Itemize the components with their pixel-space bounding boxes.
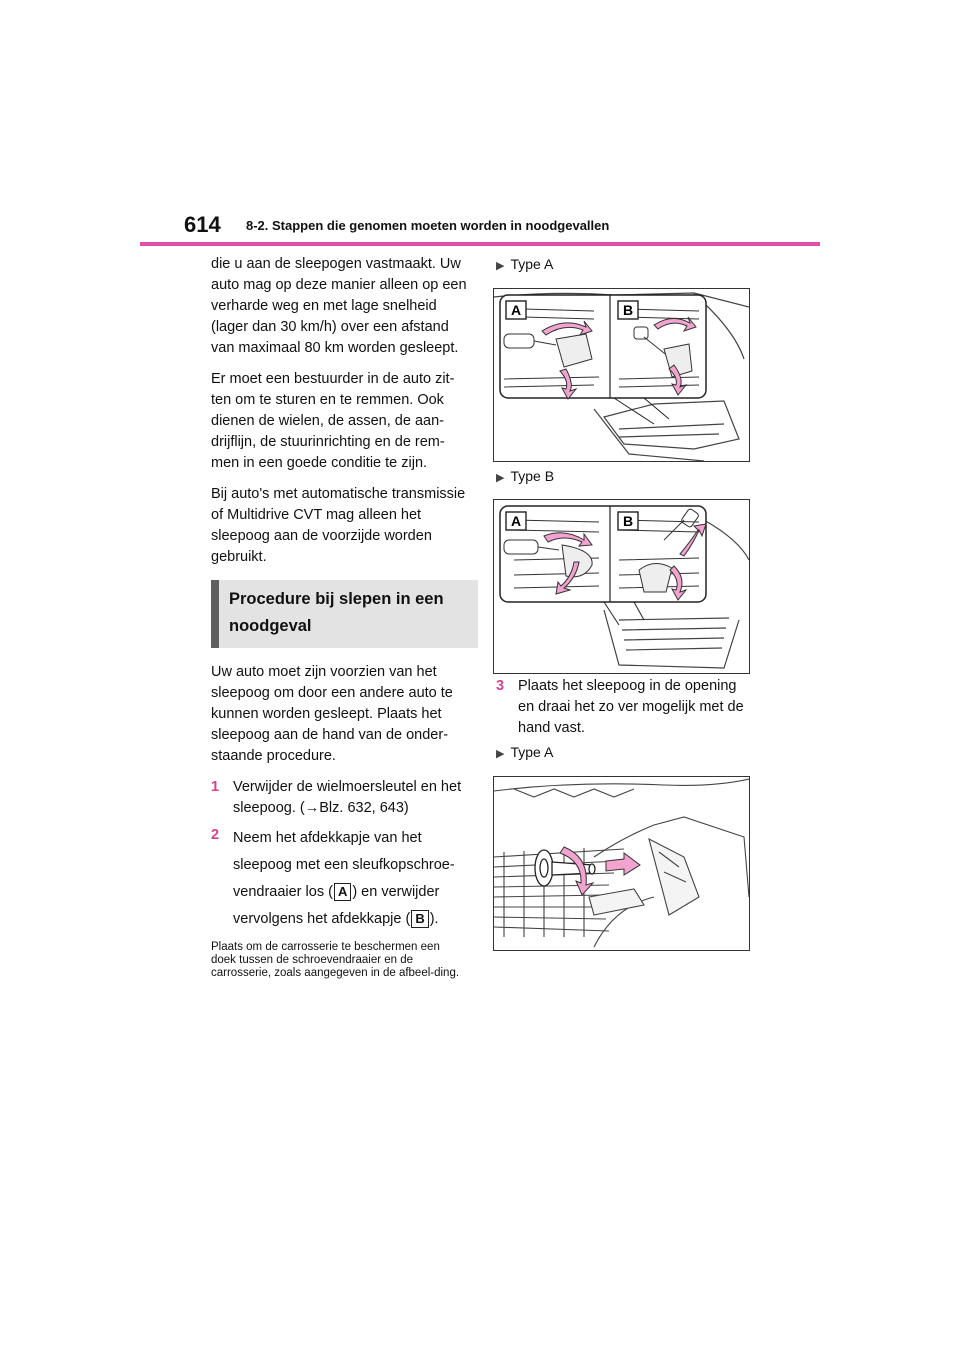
figure-label-a: A [510,302,522,318]
type-b-label: ▶ Type B [496,468,555,484]
step-number: 3 [496,678,505,694]
step-3 [496,676,751,739]
step-text: Verwijder de wielmoersleutel en het sleepoog. (→Blz. 632, 643) [233,779,462,816]
step-2 [211,825,471,933]
step-text-part: ). [429,911,439,927]
paragraph-cvt-note: Bij auto's met automatische transmissie of Multidrive CVT mag alleen het sleepoog aan de voorzijde worden gebruikt. [211,486,466,565]
illustration-type-a [494,289,749,461]
procedure-heading: Procedure bij slepen in een noodgeval [229,590,444,635]
paragraph-driver-required: Er moet een bestuurder in de auto zit-ten om te sturen en te remmen. Ook dienen de wielen, de assen, de aan-drijflijn, de stuurinrichting en de rem-men in een goede conditie te zijn. [211,371,455,471]
illustration-install-towing-eye [494,777,749,950]
type-a-label: ▶ Type A [496,256,554,272]
step-text: Plaats het sleepoog in de opening en draai het zo ver mogelijk met de hand vast. [518,678,744,736]
figure-label-a: A [510,513,522,529]
protection-note: Plaats om de carrosserie te beschermen een doek tussen de schroevendraaier en de carrosserie, zoals aangegeven in de afbeel-ding. [211,941,460,979]
figure-label-b: B [622,302,634,318]
figure-type-a-cover-removal [493,288,750,462]
illustration-type-b [494,500,749,673]
label-a-badge: A [334,883,351,901]
page-number: 614 [184,212,221,237]
step-1 [211,777,471,819]
label-b-badge: B [411,910,428,928]
type-a-label-2: ▶ Type A [496,744,554,760]
header-rule [140,242,820,246]
step-number: 1 [211,779,220,795]
triangle-bullet-icon: ▶ [496,748,505,760]
triangle-bullet-icon: ▶ [496,472,505,484]
procedure-heading-box [211,580,478,648]
figure-type-a-install-eye [493,776,750,951]
step-text [233,825,471,933]
figure-label-b: B [622,513,634,529]
step-text-part: ) en verwijder vervolgens het afdekkapje ( [233,884,440,927]
step-text-part: Neem het afdekkapje van het sleepoog met een sleufkopschroe-vendraaier los ( [233,830,455,900]
paragraph-intro: Uw auto moet zijn voorzien van het sleepoog om door een andere auto te kunnen worden gesleept. Plaats het sleepoog aan de hand van de onder-staande procedure. [211,664,453,764]
step-number: 2 [211,827,220,843]
section-header: 8-2. Stappen die genomen moeten worden in noodgevallen [246,218,610,233]
triangle-bullet-icon: ▶ [496,260,505,272]
paragraph-towing-limits: die u aan de sleepogen vastmaakt. Uw auto mag op deze manier alleen op een verharde weg en met lage snelheid (lager dan 30 km/h) over een afstand van maximaal 80 km worden gesleept. [211,256,467,356]
left-column [211,254,471,980]
figure-type-b-cover-removal [493,499,750,674]
